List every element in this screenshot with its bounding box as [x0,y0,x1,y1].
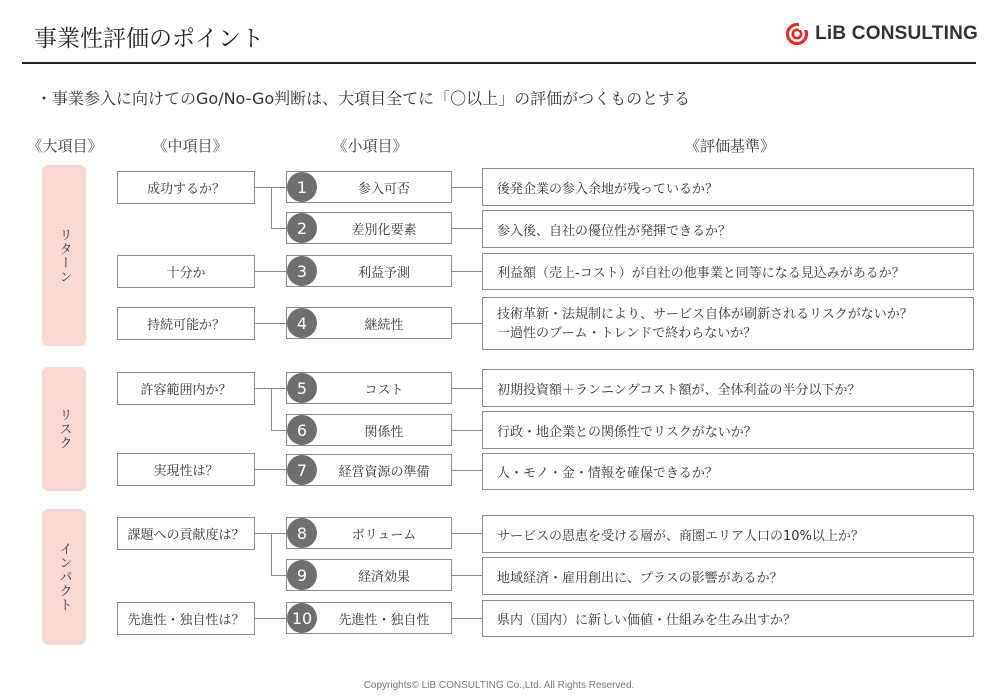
criteria-box: 県内（国内）に新しい価値・仕組みを生み出すか？ [482,600,974,637]
item-number: 3 [287,256,317,286]
column-header-middle: 《中項目》 [152,137,228,155]
category-risk [42,367,86,491]
minor-item: 2 差別化要素 [286,212,452,244]
connector [452,618,482,619]
connector [255,271,286,272]
item-number: 6 [287,415,317,445]
connector [271,388,272,431]
connector [452,187,482,188]
minor-item: 10 先進性・独自性 [286,602,452,634]
category-impact [42,509,86,645]
middle-item: 成功するか？ [117,171,255,204]
logo [785,22,978,46]
connector [452,388,482,389]
minor-item: 1 参入可否 [286,171,452,203]
middle-item: 先進性・独自性は？ [117,602,255,635]
connector [255,618,286,619]
item-number: 5 [287,373,317,403]
connector [271,430,286,431]
lib-logo-icon [785,22,809,46]
middle-item: 課題への貢献度は？ [117,517,255,550]
header-divider [22,62,976,64]
connector [452,575,482,576]
middle-item: 持続可能か？ [117,307,255,340]
item-number: 8 [287,518,317,548]
criteria-box: 後発企業の参入余地が残っているか？ [482,168,974,206]
criteria-box: 初期投資額＋ランニングコスト額が、全体利益の半分以下か？ [482,369,974,407]
item-number: 1 [287,172,317,202]
logo-text: LiB CONSULTING [815,23,978,44]
category-return [42,165,86,346]
category-label: リターン [56,227,72,284]
criteria-box [482,297,974,350]
item-number: 4 [287,308,317,338]
minor-item: 4 継続性 [286,307,452,339]
category-label: リスク [56,408,72,450]
item-number: 9 [287,560,317,590]
connector [452,533,482,534]
connector [271,228,286,229]
category-label: インパクト [56,542,72,612]
column-header-major: 《大項目》 [27,137,103,155]
middle-item: 実現性は？ [117,453,255,486]
item-number: 10 [287,603,317,633]
minor-item: 9 経済効果 [286,559,452,591]
criteria-box: 地域経済・雇用創出に、プラスの影響があるか？ [482,557,974,595]
connector [271,533,272,576]
connector [271,575,286,576]
minor-item: 3 利益予測 [286,255,452,287]
connector [452,430,482,431]
connector [452,323,482,324]
middle-item: 十分か [117,255,255,288]
middle-item: 許容範囲内か？ [117,372,255,405]
connector [255,323,286,324]
item-number: 7 [287,455,317,485]
minor-item: 6 関係性 [286,414,452,446]
criteria-box: 人・モノ・金・情報を確保できるか？ [482,453,974,490]
column-header-minor: 《小項目》 [332,137,408,155]
criteria-box: 参入後、自社の優位性が発揮できるか？ [482,210,974,248]
connector [452,271,482,272]
lead-text: ・事業参入に向けてのGo/No-Go判断は、大項目全てに「〇以上」の評価がつくものとする [36,89,691,108]
item-number: 2 [287,213,317,243]
connector [452,470,482,471]
minor-item: 8 ボリューム [286,517,452,549]
criteria-box: 行政・地企業との関係性でリスクがないか？ [482,411,974,449]
minor-item: 7 経営資源の準備 [286,454,452,486]
criteria-line: 技術革新・法規制により、サービス自体が刷新されるリスクがないか？ [497,306,913,322]
criteria-box: 利益額（売上-コスト）が自社の他事業と同等になる見込みがあるか？ [482,253,974,290]
connector [255,469,286,470]
minor-item: 5 コスト [286,372,452,404]
connector [271,187,272,229]
page-title: 事業性評価のポイント [34,26,264,52]
copyright-footer: Copyrights© LiB CONSULTING Co.,Ltd. All Rights Reserved. [363,680,635,691]
connector [452,228,482,229]
criteria-line: 一過性のブーム・トレンドで終わらないか？ [497,325,757,341]
criteria-box: サービスの恩恵を受ける層が、商圏エリア人口の10%以上か？ [482,515,974,553]
column-header-criteria: 《評価基準》 [684,137,775,155]
